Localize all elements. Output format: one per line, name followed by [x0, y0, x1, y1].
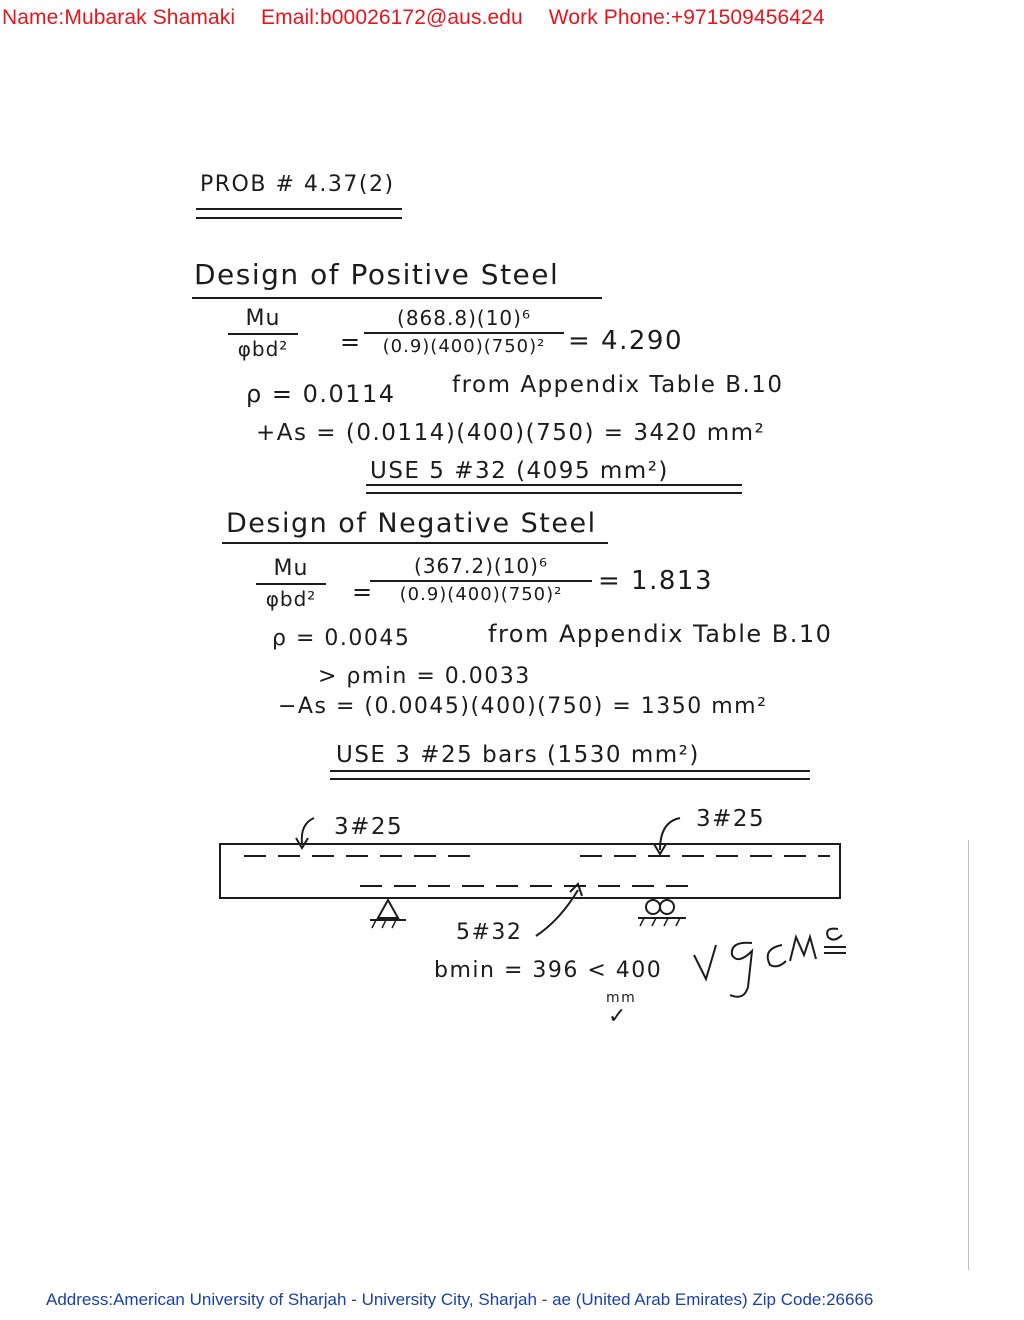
positive-use: USE 5 #32 (4095 mm²) — [370, 458, 669, 484]
positive-rhs-fraction — [364, 306, 564, 357]
title-underline-2 — [196, 217, 402, 219]
negative-use-underline-1 — [330, 770, 810, 772]
positive-lhs-fraction — [228, 306, 298, 361]
check-mark-icon: ✓ — [608, 1004, 628, 1029]
positive-as-calc: +As = (0.0114)(400)(750) = 3420 mm² — [256, 420, 766, 446]
positive-lhs-den: φbd² — [237, 337, 289, 361]
negative-rhs-num: (367.2)(10)⁶ — [414, 554, 548, 578]
negative-lhs-den: φbd² — [265, 587, 317, 611]
negative-use-underline-2 — [330, 778, 810, 780]
bmin-check: bmin = 396 < 400 — [434, 958, 663, 983]
positive-rho: ρ = 0.0114 — [246, 380, 396, 408]
positive-rhs-num: (868.8)(10)⁶ — [397, 306, 531, 330]
scan-edge — [968, 840, 969, 1270]
negative-lhs-fraction — [256, 556, 326, 611]
negative-rhs-den: (0.9)(400)(750)² — [399, 584, 563, 605]
negative-equals: = — [352, 578, 374, 606]
positive-result: = 4.290 — [568, 326, 683, 356]
header-phone: Work Phone:+971509456424 — [548, 6, 825, 29]
label-top-left-bars: 3#25 — [334, 814, 404, 840]
positive-use-underline-1 — [366, 484, 742, 486]
grader-initials-signature — [690, 915, 860, 1005]
positive-rhs-den: (0.9)(400)(750)² — [382, 336, 546, 357]
positive-lhs-num: Mu — [245, 306, 281, 331]
negative-rho: ρ = 0.0045 — [272, 626, 411, 651]
negative-heading-underline — [222, 542, 608, 544]
bmin-unit: mm — [606, 990, 637, 1006]
roller-support — [646, 900, 660, 914]
beam-outline — [220, 844, 840, 898]
arrow-bottom — [536, 890, 578, 936]
negative-use: USE 3 #25 bars (1530 mm²) — [336, 742, 700, 768]
problem-title: PROB # 4.37(2) — [200, 172, 395, 197]
pin-support — [378, 900, 398, 918]
negative-rho-source: from Appendix Table B.10 — [488, 620, 833, 648]
page-footer: Address:American University of Sharjah - University City, Sharjah - ae (United Arab Emirates) Zip Code:26666 — [46, 1290, 874, 1309]
negative-rho-min: > ρmin = 0.0033 — [318, 664, 531, 689]
arrow-right-top — [660, 818, 680, 850]
positive-heading-underline — [192, 297, 602, 299]
title-underline-1 — [196, 208, 402, 210]
negative-heading: Design of Negative Steel — [226, 508, 597, 539]
positive-heading: Design of Positive Steel — [194, 258, 560, 291]
header-name: Name:Mubarak Shamaki — [2, 6, 236, 29]
page-header — [2, 6, 845, 30]
negative-lhs-num: Mu — [273, 556, 309, 581]
positive-rho-source: from Appendix Table B.10 — [452, 372, 784, 398]
positive-equals: = — [340, 328, 362, 356]
negative-result: = 1.813 — [598, 566, 713, 596]
label-bottom-bars: 5#32 — [456, 920, 523, 945]
negative-as-calc: −As = (0.0045)(400)(750) = 1350 mm² — [278, 694, 768, 719]
label-top-right-bars: 3#25 — [696, 806, 766, 832]
negative-rhs-fraction — [370, 554, 592, 605]
positive-use-underline-2 — [366, 492, 742, 494]
header-email: Email:b00026172@aus.edu — [261, 6, 523, 29]
